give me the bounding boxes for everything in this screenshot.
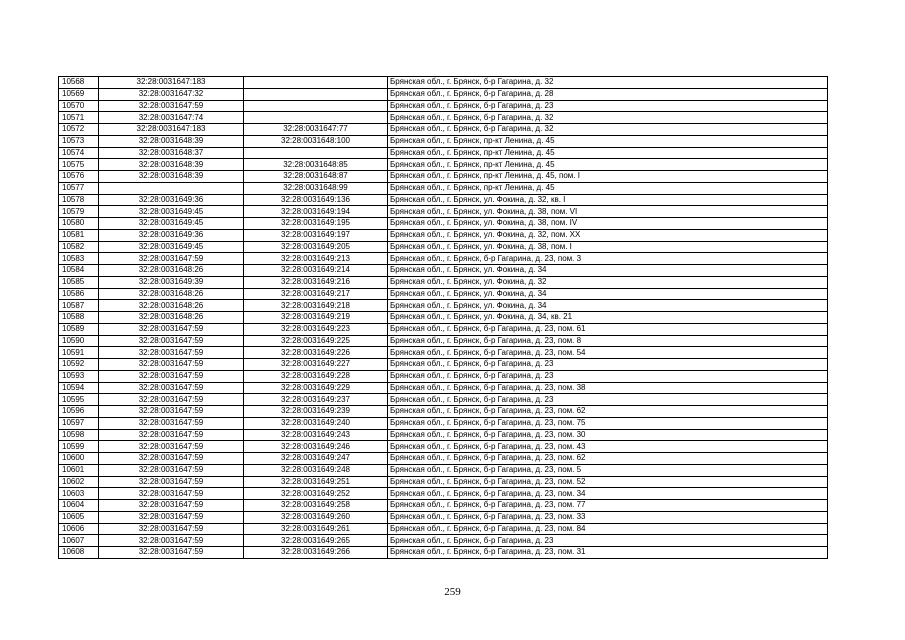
object-number-cell: 32:28:0031649:217 xyxy=(244,288,388,300)
parcel-number-cell: 32:28:0031648:39 xyxy=(99,159,244,171)
table-row xyxy=(59,312,828,324)
parcel-number-cell: 32:28:0031647:59 xyxy=(99,323,244,335)
row-number-cell: 10592 xyxy=(59,359,99,371)
object-number-cell: 32:28:0031649:197 xyxy=(244,229,388,241)
row-number-cell: 10583 xyxy=(59,253,99,265)
object-number-cell: 32:28:0031648:85 xyxy=(244,159,388,171)
table-row xyxy=(59,347,828,359)
parcel-number-cell: 32:28:0031647:59 xyxy=(99,100,244,112)
row-number-cell: 10603 xyxy=(59,488,99,500)
object-number-cell: 32:28:0031649:195 xyxy=(244,218,388,230)
parcel-number-cell: 32:28:0031649:39 xyxy=(99,276,244,288)
parcel-number-cell: 32:28:0031647:59 xyxy=(99,523,244,535)
address-cell: Брянская обл., г. Брянск, б-р Гагарина, д. 23, пом. 8 xyxy=(388,335,828,347)
object-number-cell: 32:28:0031649:243 xyxy=(244,429,388,441)
row-number-cell: 10578 xyxy=(59,194,99,206)
table-row xyxy=(59,112,828,124)
parcel-number-cell: 32:28:0031647:183 xyxy=(99,77,244,89)
address-cell: Брянская обл., г. Брянск, пр-кт Ленина, д. 45 xyxy=(388,147,828,159)
parcel-number-cell: 32:28:0031647:59 xyxy=(99,500,244,512)
address-cell: Брянская обл., г. Брянск, б-р Гагарина, д. 23 xyxy=(388,370,828,382)
table-row xyxy=(59,476,828,488)
table-row xyxy=(59,511,828,523)
row-number-cell: 10604 xyxy=(59,500,99,512)
address-cell: Брянская обл., г. Брянск, б-р Гагарина, д. 28 xyxy=(388,88,828,100)
parcel-number-cell: 32:28:0031647:59 xyxy=(99,511,244,523)
address-cell: Брянская обл., г. Брянск, пр-кт Ленина, д. 45 xyxy=(388,159,828,171)
table-row xyxy=(59,441,828,453)
object-number-cell: 32:28:0031649:219 xyxy=(244,312,388,324)
object-number-cell: 32:28:0031649:213 xyxy=(244,253,388,265)
object-number-cell: 32:28:0031648:87 xyxy=(244,171,388,183)
row-number-cell: 10608 xyxy=(59,547,99,559)
address-cell: Брянская обл., г. Брянск, б-р Гагарина, д. 23, пом. 52 xyxy=(388,476,828,488)
address-cell: Брянская обл., г. Брянск, б-р Гагарина, д. 23, пом. 75 xyxy=(388,417,828,429)
table-body xyxy=(59,77,828,559)
object-number-cell: 32:28:0031649:246 xyxy=(244,441,388,453)
address-cell: Брянская обл., г. Брянск, пр-кт Ленина, д. 45 xyxy=(388,135,828,147)
object-number-cell: 32:28:0031649:226 xyxy=(244,347,388,359)
parcel-number-cell: 32:28:0031647:59 xyxy=(99,476,244,488)
address-cell: Брянская обл., г. Брянск, ул. Фокина, д. 34 xyxy=(388,300,828,312)
table-row xyxy=(59,406,828,418)
row-number-cell: 10573 xyxy=(59,135,99,147)
object-number-cell: 32:28:0031649:261 xyxy=(244,523,388,535)
table-row xyxy=(59,547,828,559)
row-number-cell: 10599 xyxy=(59,441,99,453)
table-row xyxy=(59,100,828,112)
object-number-cell: 32:28:0031649:237 xyxy=(244,394,388,406)
address-cell: Брянская обл., г. Брянск, б-р Гагарина, д. 23 xyxy=(388,394,828,406)
row-number-cell: 10590 xyxy=(59,335,99,347)
row-number-cell: 10581 xyxy=(59,229,99,241)
table-row xyxy=(59,300,828,312)
object-number-cell: 32:28:0031649:194 xyxy=(244,206,388,218)
object-number-cell: 32:28:0031649:225 xyxy=(244,335,388,347)
row-number-cell: 10569 xyxy=(59,88,99,100)
object-number-cell: 32:28:0031649:265 xyxy=(244,535,388,547)
parcel-number-cell: 32:28:0031647:59 xyxy=(99,382,244,394)
object-number-cell xyxy=(244,77,388,89)
table-row xyxy=(59,323,828,335)
table-row xyxy=(59,124,828,136)
object-number-cell xyxy=(244,88,388,100)
object-number-cell: 32:28:0031649:258 xyxy=(244,500,388,512)
address-cell: Брянская обл., г. Брянск, б-р Гагарина, д. 32 xyxy=(388,112,828,124)
address-cell: Брянская обл., г. Брянск, б-р Гагарина, д. 23, пом. 33 xyxy=(388,511,828,523)
table-row xyxy=(59,159,828,171)
table-row xyxy=(59,288,828,300)
address-cell: Брянская обл., г. Брянск, пр-кт Ленина, д. 45 xyxy=(388,182,828,194)
table-row xyxy=(59,535,828,547)
table-row xyxy=(59,88,828,100)
row-number-cell: 10576 xyxy=(59,171,99,183)
address-cell: Брянская обл., г. Брянск, б-р Гагарина, д. 32 xyxy=(388,124,828,136)
parcel-number-cell: 32:28:0031647:59 xyxy=(99,370,244,382)
address-cell: Брянская обл., г. Брянск, ул. Фокина, д. 38, пом. I xyxy=(388,241,828,253)
object-number-cell: 32:28:0031649:227 xyxy=(244,359,388,371)
address-cell: Брянская обл., г. Брянск, ул. Фокина, д. 32 xyxy=(388,276,828,288)
object-number-cell: 32:28:0031649:229 xyxy=(244,382,388,394)
address-cell: Брянская обл., г. Брянск, ул. Фокина, д. 34 xyxy=(388,265,828,277)
table-row xyxy=(59,194,828,206)
table-row xyxy=(59,335,828,347)
row-number-cell: 10575 xyxy=(59,159,99,171)
row-number-cell: 10602 xyxy=(59,476,99,488)
parcel-number-cell: 32:28:0031649:45 xyxy=(99,241,244,253)
object-number-cell: 32:28:0031649:266 xyxy=(244,547,388,559)
row-number-cell: 10585 xyxy=(59,276,99,288)
object-number-cell: 32:28:0031647:77 xyxy=(244,124,388,136)
parcel-number-cell: 32:28:0031649:45 xyxy=(99,218,244,230)
object-number-cell: 32:28:0031649:239 xyxy=(244,406,388,418)
object-number-cell: 32:28:0031648:100 xyxy=(244,135,388,147)
row-number-cell: 10606 xyxy=(59,523,99,535)
row-number-cell: 10568 xyxy=(59,77,99,89)
row-number-cell: 10588 xyxy=(59,312,99,324)
table-row xyxy=(59,276,828,288)
address-cell: Брянская обл., г. Брянск, б-р Гагарина, д. 23 xyxy=(388,535,828,547)
address-cell: Брянская обл., г. Брянск, б-р Гагарина, д. 23, пом. 30 xyxy=(388,429,828,441)
object-number-cell: 32:28:0031649:214 xyxy=(244,265,388,277)
table-row xyxy=(59,265,828,277)
table-row xyxy=(59,229,828,241)
object-number-cell: 32:28:0031649:248 xyxy=(244,464,388,476)
table-row xyxy=(59,182,828,194)
parcel-number-cell: 32:28:0031647:59 xyxy=(99,441,244,453)
parcel-number-cell: 32:28:0031648:37 xyxy=(99,147,244,159)
address-cell: Брянская обл., г. Брянск, б-р Гагарина, д. 32 xyxy=(388,77,828,89)
address-cell: Брянская обл., г. Брянск, б-р Гагарина, д. 23, пом. 77 xyxy=(388,500,828,512)
parcel-number-cell: 32:28:0031647:32 xyxy=(99,88,244,100)
row-number-cell: 10601 xyxy=(59,464,99,476)
parcel-number-cell: 32:28:0031648:39 xyxy=(99,135,244,147)
table-row xyxy=(59,370,828,382)
parcel-number-cell xyxy=(99,182,244,194)
row-number-cell: 10593 xyxy=(59,370,99,382)
row-number-cell: 10574 xyxy=(59,147,99,159)
address-cell: Брянская обл., г. Брянск, б-р Гагарина, д. 23, пом. 62 xyxy=(388,406,828,418)
page-number: 259 xyxy=(444,586,461,598)
address-cell: Брянская обл., г. Брянск, б-р Гагарина, д. 23, пом. 61 xyxy=(388,323,828,335)
table-row xyxy=(59,359,828,371)
parcel-number-cell: 32:28:0031647:59 xyxy=(99,429,244,441)
table-row xyxy=(59,206,828,218)
parcel-number-cell: 32:28:0031647:59 xyxy=(99,453,244,465)
object-number-cell: 32:28:0031649:223 xyxy=(244,323,388,335)
row-number-cell: 10598 xyxy=(59,429,99,441)
row-number-cell: 10586 xyxy=(59,288,99,300)
address-cell: Брянская обл., г. Брянск, б-р Гагарина, д. 23 xyxy=(388,100,828,112)
row-number-cell: 10589 xyxy=(59,323,99,335)
table-row xyxy=(59,500,828,512)
address-cell: Брянская обл., г. Брянск, б-р Гагарина, д. 23, пом. 84 xyxy=(388,523,828,535)
parcel-number-cell: 32:28:0031647:59 xyxy=(99,347,244,359)
object-number-cell: 32:28:0031649:216 xyxy=(244,276,388,288)
address-cell: Брянская обл., г. Брянск, б-р Гагарина, д. 23, пом. 62 xyxy=(388,453,828,465)
object-number-cell xyxy=(244,100,388,112)
parcel-number-cell: 32:28:0031647:59 xyxy=(99,359,244,371)
address-cell: Брянская обл., г. Брянск, ул. Фокина, д. 38, пом. IV xyxy=(388,218,828,230)
address-cell: Брянская обл., г. Брянск, ул. Фокина, д. 32, пом. XX xyxy=(388,229,828,241)
address-cell: Брянская обл., г. Брянск, б-р Гагарина, д. 23, пом. 43 xyxy=(388,441,828,453)
object-number-cell: 32:28:0031649:240 xyxy=(244,417,388,429)
address-cell: Брянская обл., г. Брянск, ул. Фокина, д. 34 xyxy=(388,288,828,300)
parcel-number-cell: 32:28:0031647:59 xyxy=(99,547,244,559)
table-row xyxy=(59,135,828,147)
row-number-cell: 10580 xyxy=(59,218,99,230)
parcel-number-cell: 32:28:0031647:59 xyxy=(99,488,244,500)
row-number-cell: 10579 xyxy=(59,206,99,218)
table-row xyxy=(59,253,828,265)
row-number-cell: 10607 xyxy=(59,535,99,547)
address-cell: Брянская обл., г. Брянск, б-р Гагарина, д. 23, пом. 31 xyxy=(388,547,828,559)
parcel-number-cell: 32:28:0031648:26 xyxy=(99,300,244,312)
parcel-number-cell: 32:28:0031647:59 xyxy=(99,464,244,476)
cadastral-table xyxy=(58,76,828,559)
address-cell: Брянская обл., г. Брянск, б-р Гагарина, д. 23, пом. 54 xyxy=(388,347,828,359)
object-number-cell: 32:28:0031649:252 xyxy=(244,488,388,500)
parcel-number-cell: 32:28:0031647:59 xyxy=(99,335,244,347)
row-number-cell: 10596 xyxy=(59,406,99,418)
row-number-cell: 10591 xyxy=(59,347,99,359)
table-row xyxy=(59,394,828,406)
address-cell: Брянская обл., г. Брянск, б-р Гагарина, д. 23, пом. 38 xyxy=(388,382,828,394)
address-cell: Брянская обл., г. Брянск, ул. Фокина, д. 38, пом. VI xyxy=(388,206,828,218)
row-number-cell: 10595 xyxy=(59,394,99,406)
object-number-cell: 32:28:0031649:205 xyxy=(244,241,388,253)
row-number-cell: 10572 xyxy=(59,124,99,136)
address-cell: Брянская обл., г. Брянск, б-р Гагарина, д. 23, пом. 34 xyxy=(388,488,828,500)
parcel-number-cell: 32:28:0031647:59 xyxy=(99,253,244,265)
table-row xyxy=(59,77,828,89)
table-row xyxy=(59,453,828,465)
table-row xyxy=(59,464,828,476)
parcel-number-cell: 32:28:0031648:39 xyxy=(99,171,244,183)
row-number-cell: 10584 xyxy=(59,265,99,277)
parcel-number-cell: 32:28:0031647:59 xyxy=(99,394,244,406)
row-number-cell: 10597 xyxy=(59,417,99,429)
address-cell: Брянская обл., г. Брянск, пр-кт Ленина, д. 45, пом. I xyxy=(388,171,828,183)
table-row xyxy=(59,488,828,500)
row-number-cell: 10570 xyxy=(59,100,99,112)
row-number-cell: 10600 xyxy=(59,453,99,465)
row-number-cell: 10571 xyxy=(59,112,99,124)
parcel-number-cell: 32:28:0031647:59 xyxy=(99,417,244,429)
object-number-cell: 32:28:0031648:99 xyxy=(244,182,388,194)
parcel-number-cell: 32:28:0031648:26 xyxy=(99,288,244,300)
address-cell: Брянская обл., г. Брянск, ул. Фокина, д. 32, кв. I xyxy=(388,194,828,206)
address-cell: Брянская обл., г. Брянск, ул. Фокина, д. 34, кв. 21 xyxy=(388,312,828,324)
address-cell: Брянская обл., г. Брянск, б-р Гагарина, д. 23, пом. 5 xyxy=(388,464,828,476)
object-number-cell: 32:28:0031649:218 xyxy=(244,300,388,312)
table-row xyxy=(59,523,828,535)
parcel-number-cell: 32:28:0031647:74 xyxy=(99,112,244,124)
table-row xyxy=(59,147,828,159)
table-row xyxy=(59,218,828,230)
parcel-number-cell: 32:28:0031647:183 xyxy=(99,124,244,136)
object-number-cell xyxy=(244,112,388,124)
object-number-cell: 32:28:0031649:251 xyxy=(244,476,388,488)
row-number-cell: 10605 xyxy=(59,511,99,523)
row-number-cell: 10577 xyxy=(59,182,99,194)
object-number-cell xyxy=(244,147,388,159)
object-number-cell: 32:28:0031649:260 xyxy=(244,511,388,523)
table-row xyxy=(59,429,828,441)
table-row xyxy=(59,417,828,429)
parcel-number-cell: 32:28:0031647:59 xyxy=(99,406,244,418)
parcel-number-cell: 32:28:0031649:45 xyxy=(99,206,244,218)
object-number-cell: 32:28:0031649:136 xyxy=(244,194,388,206)
table-row xyxy=(59,241,828,253)
row-number-cell: 10582 xyxy=(59,241,99,253)
row-number-cell: 10587 xyxy=(59,300,99,312)
table-row xyxy=(59,382,828,394)
object-number-cell: 32:28:0031649:247 xyxy=(244,453,388,465)
parcel-number-cell: 32:28:0031648:26 xyxy=(99,312,244,324)
row-number-cell: 10594 xyxy=(59,382,99,394)
table-row xyxy=(59,171,828,183)
object-number-cell: 32:28:0031649:228 xyxy=(244,370,388,382)
parcel-number-cell: 32:28:0031649:36 xyxy=(99,194,244,206)
parcel-number-cell: 32:28:0031648:26 xyxy=(99,265,244,277)
address-cell: Брянская обл., г. Брянск, б-р Гагарина, д. 23 xyxy=(388,359,828,371)
parcel-number-cell: 32:28:0031647:59 xyxy=(99,535,244,547)
address-cell: Брянская обл., г. Брянск, б-р Гагарина, д. 23, пом. 3 xyxy=(388,253,828,265)
parcel-number-cell: 32:28:0031649:36 xyxy=(99,229,244,241)
